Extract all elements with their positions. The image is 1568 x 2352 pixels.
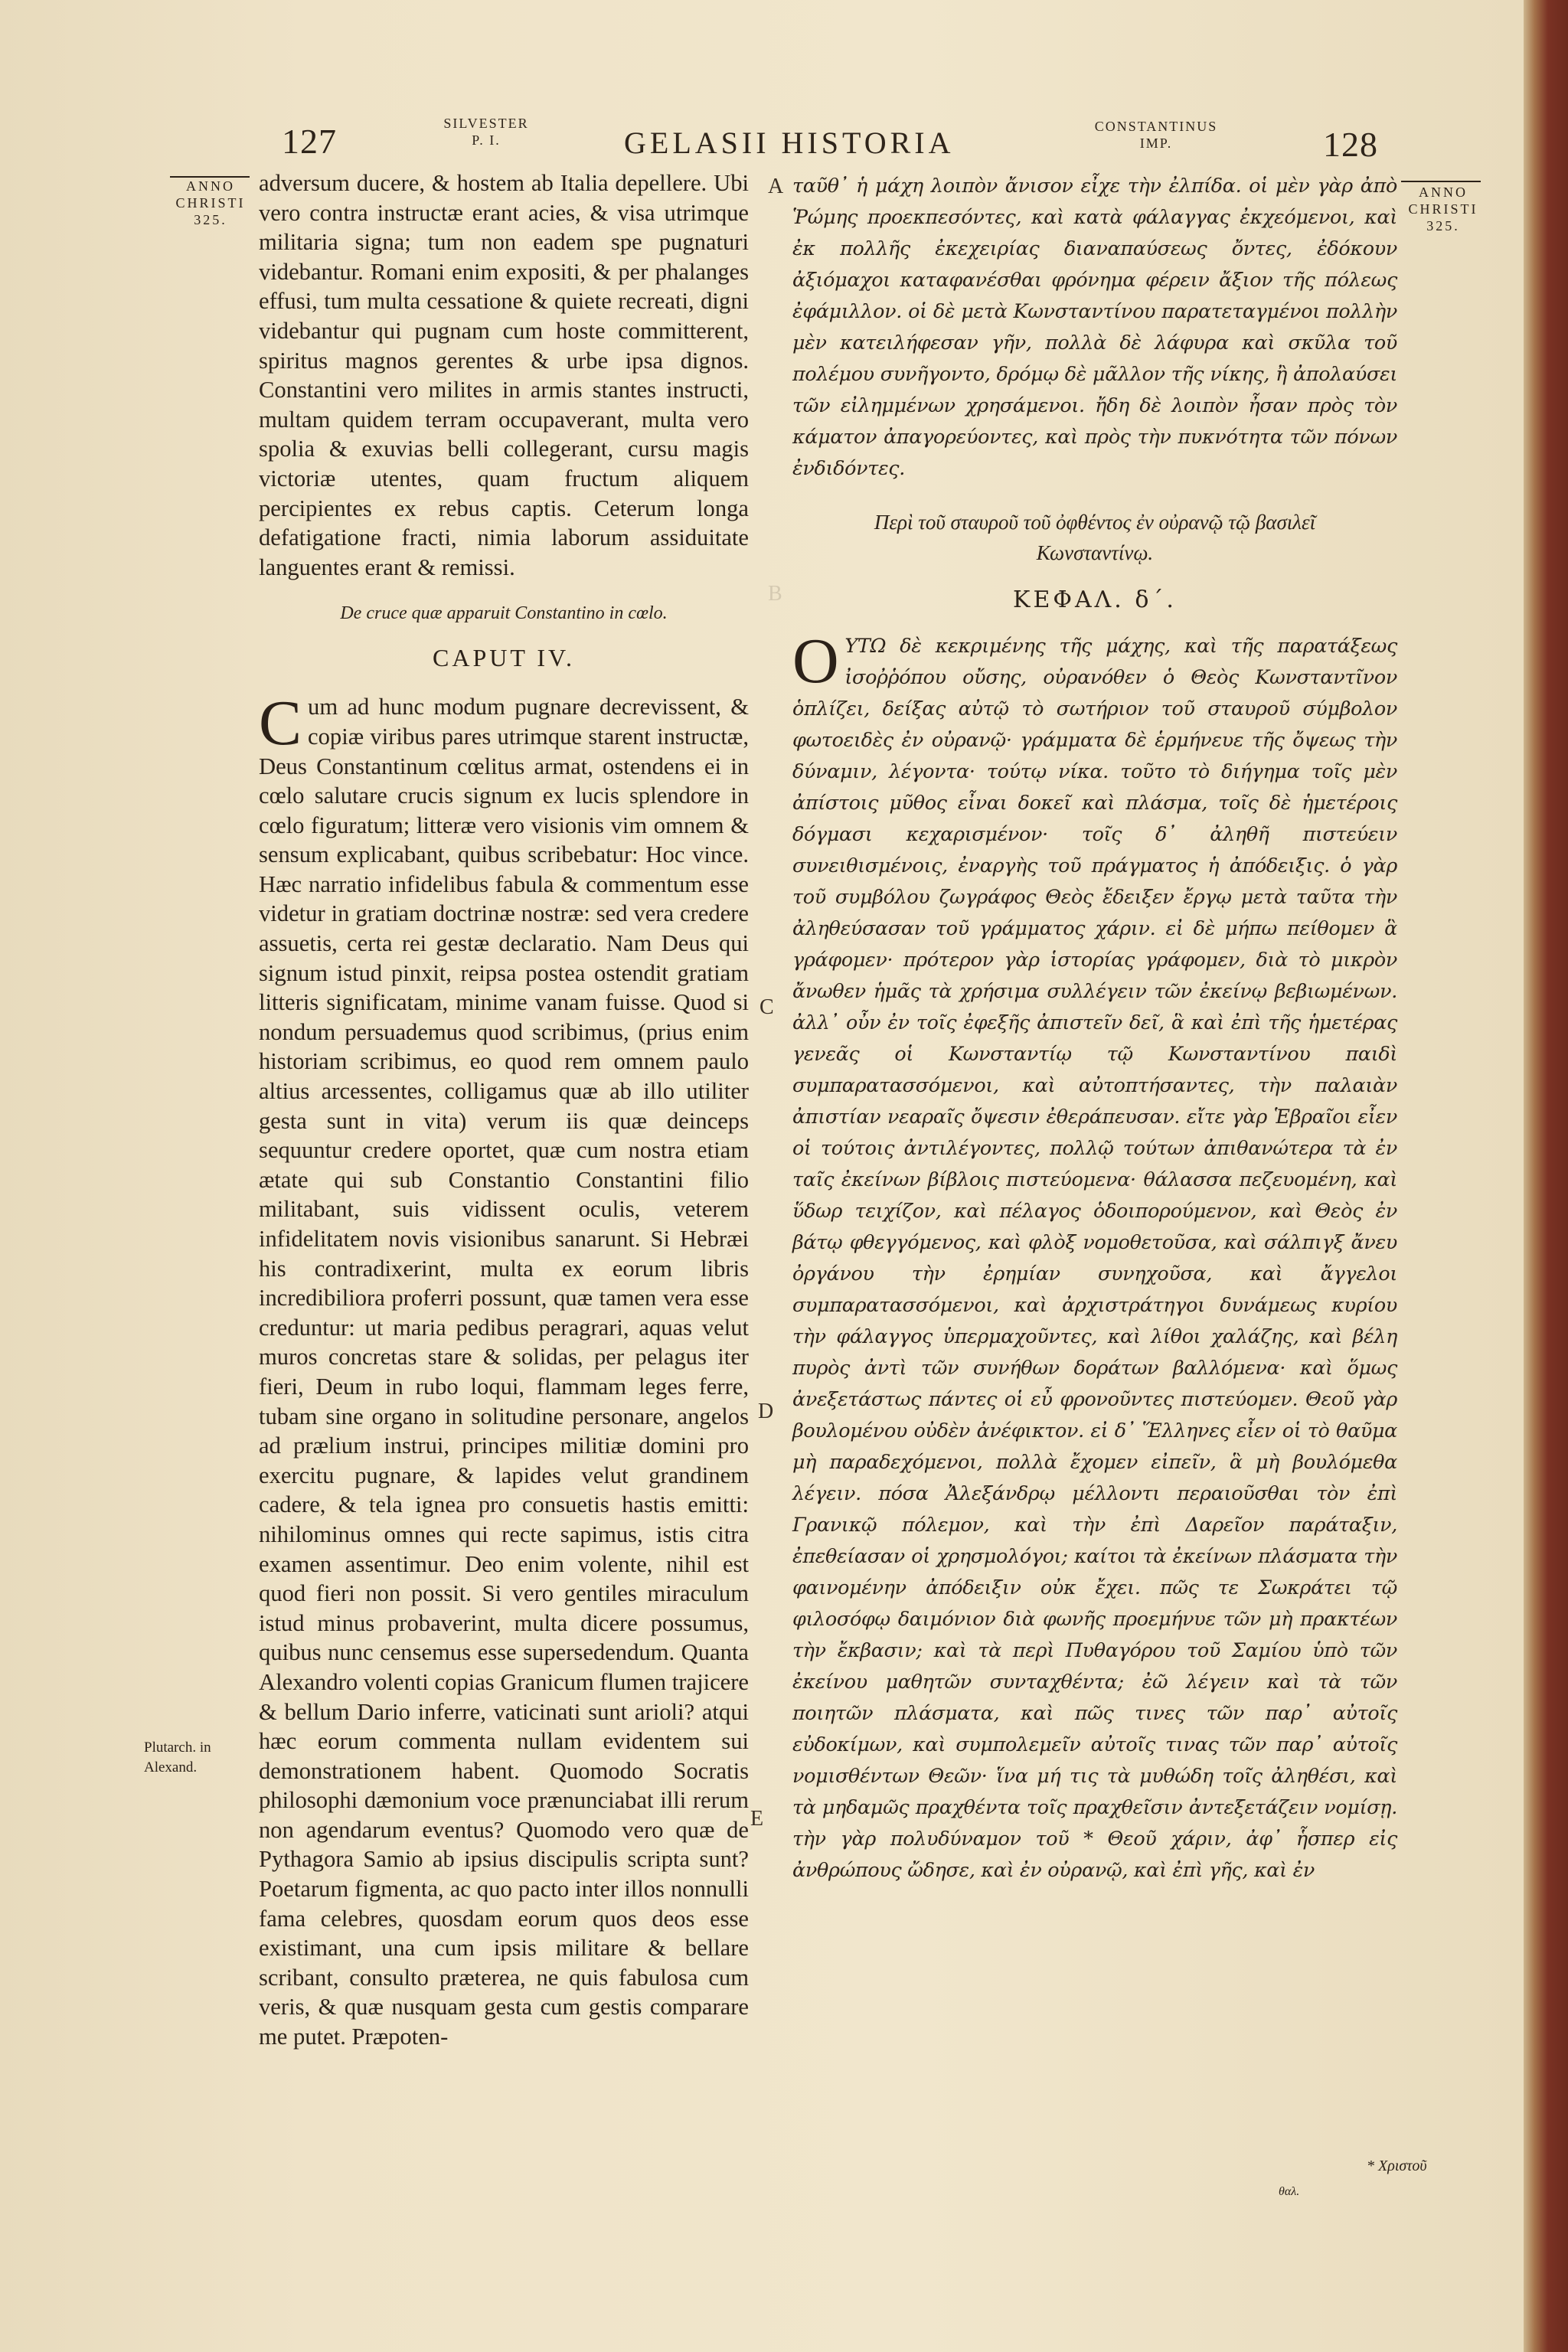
section-letter-d: D [758,1400,774,1423]
greek-column [792,170,1397,1886]
section-letter-e: E [750,1807,764,1831]
section-letter-b: B [768,582,782,606]
left-page-number: 127 [282,122,337,161]
left-running-head: SILVESTER P. I. [443,116,529,148]
catchword: θαλ. [1279,2185,1300,2198]
right-running-head: CONSTANTINUS IMP. [1094,119,1218,151]
latin-chapter-heading: CAPUT IV. [433,644,575,672]
anno-rule-right [1401,181,1481,182]
footnote-marker-christou: * Χριστοῦ [1367,2158,1427,2174]
anno-christi-left: ANNO CHRISTI 325. [175,178,246,227]
section-letter-a: A [768,175,784,198]
greek-drop-cap: O [792,626,839,697]
page-title: GELASII HISTORIA [624,126,955,160]
latin-body-text: um ad hunc modum pugnare decrevissent, & copiæ viribus pares utrimque starent instructæ, Deus Constantinum cœlitus armat, ostendens ei in cœlo salutare crucis signum ex lucis splendore in cœlo figuratum; litteræ vero visionis vim omnem & sensum explicabant, quibus scribebatur: Hoc vince. Hæc narratio infidelibus fabula & commentum esse videtur in gratiam doctrinæ nostræ: sed vera credere assuetis, certa rei gestæ declaratio. Nam Deus qui signum istud pinxit, reipsa postea ostendit gratiam litteris significatam, minime vanam fuisse. Quod si nondum persuademus quod scribimus, (prius enim historiam scribimus, eo quod rem omnem paulo altius arcessentes, colligamus quæ ab illo utiliter gesta sunt in vita) verum iis quæ deinceps sequuntur credere oportet, quæ cum nostra etiam ætate qui sub Constantio Constantini filio militabant, suis vidissent oculis, veterem infidelitatem novis visionibus sanarunt. Si Hebræi his contradixerint, multa ex eorum libris incredibiliora proferri possunt, quæ tamen vera esse creduntur: ut maria pedibus peragrari, aquas velut muros concretas stare & solidas, per pelagus iter fieri, Deum in rubo loqui, flammam leges ferre, tubam sine organo in solitudine personare, angelos ad prælium instrui, principes militiæ domini pro exercitu pugnare, & lapides velut grandinem cadere, & tela ignea pro consuetis hastis emitti: nihilominus omnes qui recte sapimus, istis citra examen assentimur. Deo enim volente, nihil est quod fieri non possit. Si vero gentiles miraculum istud minus probaverint, multa dicere possumus, quibus nunc censemus esse supersedendum. Quanta Alexandro volenti copias Granicum flumen trajicere & bellum Dario inferre, vaticinati sunt arioli? atqui hæc eorum commenta nullam evidentem sui demonstrationem habent. Quomodo Socratis philosophi dæmonium voce prænunciabat illi rerum non agendarum eventus? Quomodo vero quæ de Pythagora Samio ab ipsius discipulis scripta sunt? Poetarum figmenta, ac quo pacto inter illos nonnulli fama celebres, quosdam eorum quos deos esse existimant, una cum ipsis militare & bellare scribant, consulto præterea, ne quis fabulosa cum veris, & quæ nusquam gesta cum gestis comparare me putet. Præpoten- [259,694,749,2050]
greek-body-paragraph [792,626,1397,1886]
latin-body-paragraph [259,688,749,2051]
greek-body-text: ΥΤΩ δὲ κεκριμένης τῆς μάχης, καὶ τῆς παρατάξεως ἰσοῤῥόπου οὔσης, οὐρανόθεν ὁ Θεὸς Κωνσταντῖνον ὁπλίζει, δείξας αὐτῷ τὸ σωτήριον τοῦ σταυροῦ σύμβολον φωτοειδὲς ἐν οὐρανῷ· γράμματα δὲ ἑρμήνευε τῆς ὄψεως τὴν δύναμιν, λέγοντα· τούτῳ νίκα. τοῦτο τὸ διήγημα τοῖς μὲν ἀπίστοις μῦθος εἶναι δοκεῖ καὶ πλάσμα, τοῖς δὲ ἡμετέροις δόγμασι κεχαρισμένον· τοῖς δ᾽ ἀληθῆ πιστεύειν συνειθισμένοις, ἐναργὴς τοῦ πράγματος ἡ ἀπόδειξις. ὁ γὰρ τοῦ συμβόλου ζωγράφος Θεὸς ἔδειξεν ἔργῳ μετὰ ταῦτα τὴν ἀληθεύσασαν τοῦ γράμματος χάριν. εἰ δὲ μήπω πείθομεν ἃ γράφομεν· πρότερον γὰρ ἱστορίας γράφομεν, διὰ τὸ μικρὸν ἄνωθεν ἡμᾶς τὰ χρήσιμα συλλέγειν τῶν ἐκείνῳ βεβιωμένων. ἀλλ᾽ οὖν ἐν τοῖς ἐφεξῆς ἀπιστεῖν δεῖ, ἃ καὶ ἐπὶ τῆς ἡμετέρας γενεᾶς οἱ Κωνσταντίῳ τῷ Κωνσταντίνου παιδὶ συμπαρατασσόμενοι, καὶ αὐτοπτήσαντες, τὴν παλαιὰν ἀπιστίαν νεαραῖς ὄψεσιν ἐθεράπευσαν. εἴτε γὰρ Ἑβραῖοι εἶεν οἱ τούτοις ἀντιλέγοντες, πολλῷ τούτων ἀπιθανώτερα τὰ ἐν ταῖς ἐκείνων βίβλοις πιστεύομενα· θάλασσα πεζευομένη, καὶ ὕδωρ τειχίζον, καὶ πέλαγος ὁδοιπορούμενον, καὶ Θεὸς ἐν βάτῳ φθεγγόμενος, καὶ φλὸξ νομοθετοῦσα, καὶ σάλπιγξ ἄνευ ὀργάνου τὴν ἐρημίαν συνηχοῦσα, καὶ ἄγγελοι συμπαρατασσόμενοι, καὶ ἀρχιστράτηγοι δυνάμεως κυρίου τὴν φάλαγγος ὑπερμαχοῦντες, καὶ λίθοι χαλάζης, καὶ βέλη πυρὸς ἀντὶ τῶν συνήθων δοράτων βαλλόμενα· καὶ ὅμως ἀνεξετάστως πάντες οἱ εὖ φρονοῦντες πιστεύομεν. Θεοῦ γὰρ βουλομένου οὐδὲν ἀνέφικτον. εἰ δ᾽ Ἕλληνες εἶεν οἱ τὸ θαῦμα μὴ παραδεχόμενοι, πολλὰ ἔχομεν εἰπεῖν, ἃ μὴ βουλόμεθα λέγειν. πόσα Ἀλεξάνδρῳ μέλλοντι περαιοῦσθαι τὸν ἐπὶ Γρανικῷ πόλεμον, καὶ τὴν ἐπὶ Δαρεῖον παράταξιν, ἐπεθείασαν οἱ χρησμολόγοι; καίτοι τὰ ἐκείνων πλάσματα τὴν φαινομένην ἀπόδειξιν οὐκ ἔχει. πῶς τε Σωκράτει τῷ φιλοσόφῳ δαιμόνιον διὰ φωνῆς προεμήνυε τῶν μὴ πρακτέων τὴν ἔκβασιν; καὶ τὰ περὶ Πυθαγόρου τοῦ Σαμίου ὑπὸ τῶν ἐκείνου μαθητῶν συνταχθέντα; ἐῶ λέγειν καὶ τὰ τῶν ποιητῶν πλάσματα, καὶ πῶς τινες τῶν παρ᾽ αὐτοῖς εὐδοκίμων, καὶ συμπολεμεῖν αὐτοῖς τινας τῶν παρ᾽ αὐτοῖς νομισθέντων Θεῶν· ἵνα μή τις τὰ μυθώδη τοῖς ἀληθέσι, καὶ τὰ μηδαμῶς πραχθέντα τοῖς πραχθεῖσιν ἀντεξετάζειν νομίσῃ. τὴν γὰρ πολυδύναμον τοῦ * Θεοῦ χάριν, ἀφ᾽ ἧσπερ εἰς ἀνθρώπους ὤδησε, καὶ ἐν οὐρανῷ, καὶ ἐπὶ γῆς, καὶ ἐν [792,634,1397,1881]
right-page-number: 128 [1323,125,1378,164]
greek-chapter-heading: ΚΕΦΑΛ. δ΄. [1013,586,1177,613]
anno-christi-right: ANNO CHRISTI 325. [1408,185,1478,234]
latin-chapter-subheading: De cruce quæ apparuit Constantino in cœlo. [340,603,668,624]
section-letter-c: C [760,995,774,1019]
book-spine [1524,0,1568,2352]
latin-drop-cap: C [259,688,302,760]
greek-intro-paragraph: ταῦθ᾽ ἡ μάχη λοιπὸν ἄνισον εἶχε τὴν ἐλπίδα. οἱ μὲν γὰρ ἀπὸ Ῥώμης προεκπεσόντες, καὶ κατὰ φάλαγγας ἐκχεόμενοι, καὶ ἐκ πολλῆς ἐκεχειρίας διαναπαύσεως ὄντες, ἐδόκουν ἀξιόμαχοι καταφανέσθαι φρόνημα φέρειν ἄξιον τῆς πόλεως ἐφάμιλλον. οἱ δὲ μετὰ Κωνσταντίνου παρατεταγμένοι πολλὴν μὲν κατειλήφεσαν γῆν, πολλὰ δὲ λάφυρα καὶ σκῦλα τοῦ πολέμου συνῆγοντο, δρόμῳ δὲ μᾶλλον τῆς νίκης, ἢ ἀπολαύσει τῶν εἰλημμένων χρησάμενοι. ἤδη δὲ λοιπὸν ἦσαν πρὸς τὸν κάματον ἀπαγορεύοντες, καὶ πρὸς τὴν πυκνότητα τῶν πόνων ἐνδιδόντες. [792,174,1397,479]
side-note-plutarch: Plutarch. in Alexand. [144,1740,211,1775]
latin-intro-paragraph: adversum ducere, & hostem ab Italia depellere. Ubi vero contra instructæ erant acies, & visa utrimque militaria signa; tum non eadem spe pugnaturi videbantur. Romani enim expositi, & per phalanges effusi, tum multa cessatione & quiete recreati, digni videbantur qui pugnam cum hoste committerent, spiritus magnos gerentes & urbe ipsa dignos. Constantini vero milites in armis stantes instructi, multam quidem terram occupaverant, multa vero spolia & exuvias belli collegerant, cursu magis victoriæ utentes, quam fructum aliquem percipientes ex rebus captis. Ceterum longa defatigatione fracti, nimia laborum assiduitate languentes erant & remissi. [259,170,749,580]
greek-chapter-subheading: Περὶ τοῦ σταυροῦ τοῦ ὀφθέντος ἐν οὐρανῷ τῷ βασιλεῖ Κωνσταντίνῳ. [874,511,1316,564]
latin-column [259,168,749,2052]
